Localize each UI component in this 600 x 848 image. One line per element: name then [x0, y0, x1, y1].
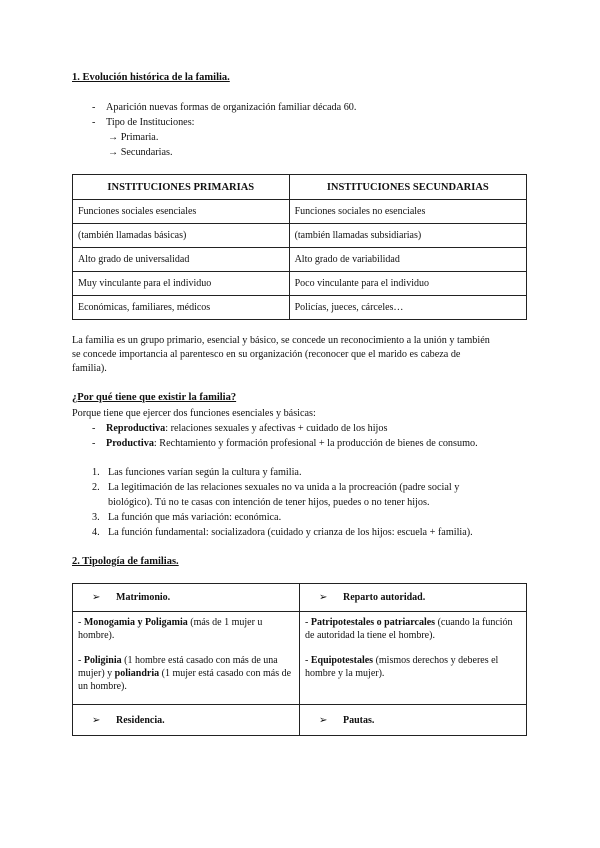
section-1-title: 1. Evolución histórica de la familia.	[72, 72, 230, 83]
table-row: Funciones sociales esenciales Funciones sociales no esenciales	[73, 200, 527, 224]
numbered-item: 2. La legitimación de las relaciones sexuales no va unida a la procreación (padre social y	[92, 482, 460, 493]
family-paragraph: La familia es un grupo primario, esencial y básico, se concede un reconocimiento a la unión y también se concede importancia al parentesco en su organización (reconocer que el marido es cabeza de familia).	[72, 335, 490, 374]
list-item: - Aparición nuevas formas de organización familiar década 60.	[92, 102, 357, 113]
question-title: ¿Por qué tiene que existir la familia?	[72, 392, 237, 403]
numbered-item: 3. La función que más variación: económica.	[92, 512, 282, 523]
list-item: - Tipo de Instituciones:	[92, 117, 195, 128]
numbered-item-continued: biológico). Tú no te casas con intención de tener hijos, puedes o no tener hijos.	[108, 497, 430, 508]
sub-item: → Secundarias.	[108, 147, 173, 158]
table-row: Económicas, familiares, médicos Policías, jueces, cárceles…	[73, 296, 527, 320]
matrimonio-cell: - Monogamia y Poligamia (más de 1 mujer u hombre). - Poliginia (1 hombre está casado con más de una mujer) y poliandria (1 mujer está casado con más de un hombre).	[73, 612, 300, 705]
list-item: - Reproductiva: relaciones sexuales y afectivas + cuidado de los hijos	[92, 423, 388, 434]
matrimonio-header: ➢ Matrimonio.	[73, 584, 300, 612]
table-row: (también llamadas básicas) (también llamadas subsidiarias)	[73, 224, 527, 248]
arrow-icon: ➢	[92, 714, 101, 726]
table-row: Muy vinculante para el individuo Poco vinculante para el individuo	[73, 272, 527, 296]
table-row: Alto grado de universalidad Alto grado de variabilidad	[73, 248, 527, 272]
pautas-header: ➢ Pautas.	[300, 705, 527, 736]
residencia-header: ➢ Residencia.	[73, 705, 300, 736]
arrow-icon: ➢	[319, 592, 328, 603]
section-2-title: 2. Tipología de familias.	[72, 556, 179, 567]
numbered-item: 4. La función fundamental: socializadora (cuidado y crianza de los hijos: escuela + familia).	[92, 527, 473, 538]
sub-item: → Primaria.	[108, 132, 159, 143]
question-intro: Porque tiene que ejercer dos funciones esenciales y básicas:	[72, 408, 316, 419]
numbered-item: 1. Las funciones varían según la cultura y familia.	[92, 467, 302, 478]
institutions-table	[72, 174, 527, 320]
autoridad-cell: - Patripotestales o patriarcales (cuando la función de autoridad la tiene el hombre). - Equipotestales (mismos derechos y deberes el hombre y la mujer).	[300, 612, 527, 705]
autoridad-header: ➢ Reparto autoridad.	[300, 584, 527, 612]
table-header: INSTITUCIONES SECUNDARIAS	[289, 175, 526, 200]
table-header: INSTITUCIONES PRIMARIAS	[73, 175, 290, 200]
table-row	[73, 612, 527, 705]
arrow-icon: ➢	[319, 714, 328, 726]
family-typology-table	[72, 583, 527, 736]
list-item: - Productiva: Rechtamiento y formación profesional + la producción de bienes de consumo.	[92, 438, 478, 449]
arrow-icon: ➢	[92, 592, 101, 603]
